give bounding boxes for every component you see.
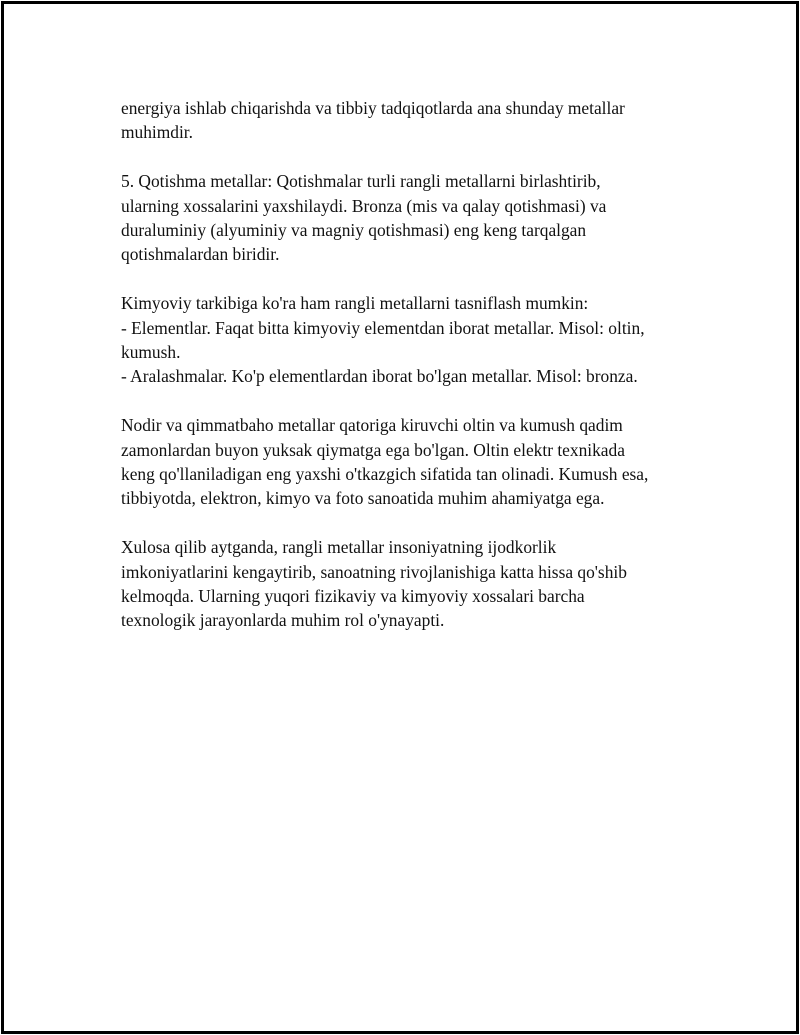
text-line: muhimdir. bbox=[121, 122, 193, 143]
text-line: texnologik jarayonlarda muhim rol o'ynayapti. bbox=[121, 610, 445, 631]
paragraph-chemical-classification bbox=[121, 291, 691, 389]
text-line: Xulosa qilib aytganda, rangli metallar insoniyatning ijodkorlik bbox=[121, 537, 557, 558]
text-line: qotishmalardan biridir. bbox=[121, 244, 280, 265]
paragraph-conclusion bbox=[121, 535, 691, 633]
document-page bbox=[1, 1, 799, 1034]
text-line: Kimyoviy tarkibiga ko'ra ham rangli metallarni tasniflash mumkin: bbox=[121, 293, 589, 314]
text-line: zamonlardan buyon yuksak qiymatga ega bo'lgan. Oltin elektr texnikada bbox=[121, 439, 625, 460]
text-line: ularning xossalarini yaxshilaydi. Bronza (mis va qalay qotishmasi) va bbox=[121, 195, 607, 216]
text-line: duraluminiy (alyuminiy va magniy qotishmasi) eng keng tarqalgan bbox=[121, 220, 587, 241]
document-body bbox=[121, 96, 691, 657]
text-line: tibbiyotda, elektron, kimyo va foto sanoatida muhim ahamiyatga ega. bbox=[121, 488, 605, 509]
text-line: imkoniyatlarini kengaytirib, sanoatning rivojlanishiga katta hissa qo'shib bbox=[121, 561, 627, 582]
text-line: energiya ishlab chiqarishda va tibbiy tadqiqotlarda ana shunday metallar bbox=[121, 98, 625, 118]
text-line: Nodir va qimmatbaho metallar qatoriga kiruvchi oltin va kumush qadim bbox=[121, 415, 623, 436]
text-line: keng qo'llaniladigan eng yaxshi o'tkazgich sifatida tan olinadi. Kumush esa, bbox=[121, 464, 649, 485]
paragraph-energy-continuation bbox=[121, 96, 691, 145]
text-line: 5. Qotishma metallar: Qotishmalar turli rangli metallarni birlashtirib, bbox=[121, 171, 601, 192]
text-line: kumush. bbox=[121, 342, 181, 363]
paragraph-alloy-metals bbox=[121, 169, 691, 267]
text-line: kelmoqda. Ularning yuqori fizikaviy va kimyoviy xossalari barcha bbox=[121, 586, 585, 607]
paragraph-precious-metals bbox=[121, 413, 691, 511]
list-item-mixtures: - Aralashmalar. Ko'p elementlardan iborat bo'lgan metallar. Misol: bronza. bbox=[121, 366, 638, 387]
list-item-elements: - Elementlar. Faqat bitta kimyoviy elementdan iborat metallar. Misol: oltin, bbox=[121, 317, 645, 338]
